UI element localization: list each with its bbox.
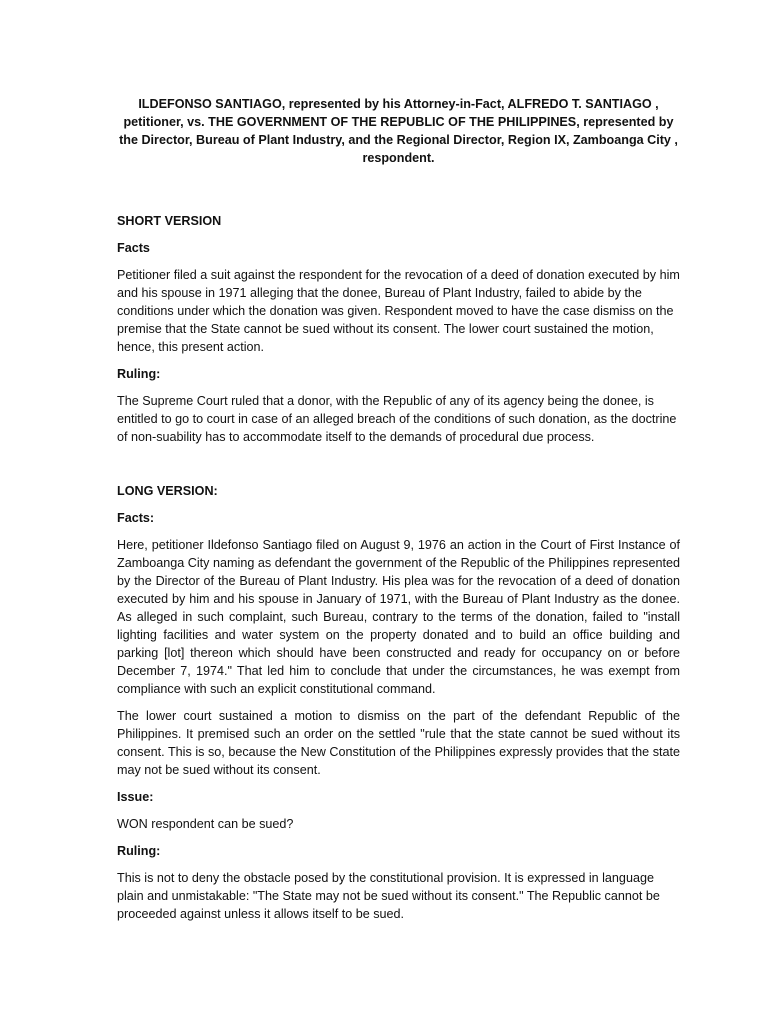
case-title: ILDEFONSO SANTIAGO, represented by his Attorney-in-Fact, ALFREDO T. SANTIAGO , petitioner, vs. THE GOVERNMENT OF THE REPUBLIC OF THE PHILIPPINES, represented by the Director, Bureau of Plant Industry, and the Regional Director, Region IX, Zamboanga City , respondent. [119,97,678,165]
short-version-heading: SHORT VERSION [117,214,222,228]
short-ruling-text: The Supreme Court ruled that a donor, with the Republic of any of its agency being the donee, is entitled to go to court in case of an alleged breach of the conditions of such donation, as the doctrine of non-suability has to accommodate itself to the demands of procedural due process. [117,394,677,444]
short-facts-text: Petitioner filed a suit against the respondent for the revocation of a deed of donation executed by him and his spouse in 1971 alleging that the donee, Bureau of Plant Industry, failed to abide by the conditions under which the donation was given. Respondent moved to have the case dismiss on the premise that the State cannot be sued without its consent. The lower court sustained the motion, hence, this present action. [117,268,680,354]
long-facts-label: Facts: [117,511,155,525]
long-facts-paragraph-2: The lower court sustained a motion to dismiss on the part of the defendant Republic of the Philippines. It premised such an order on the settled "rule that the state cannot be sued without its consent. This is so, because the New Constitution of the Philippines expressly provides that the state may not be sued without its consent. [117,709,680,777]
long-facts-paragraph-1: Here, petitioner Ildefonso Santiago filed on August 9, 1976 an action in the Court of First Instance of Zamboanga City naming as defendant the government of the Republic of the Philippines represented by the Director of the Bureau of Plant Industry. His plea was for the revocation of a deed of donation executed by him and his spouse in January of 1971, with the Bureau of Plant Industry as the donee. As alleged in such complaint, such Bureau, contrary to the terms of the donation, failed to "install lighting facilities and water system on the property donated and to build an office building and parking [lot] thereon which should have been constructed and ready for occupancy on or before December 7, 1974." That led him to conclude that under the circumstances, he was exempt from compliance with such an explicit constitutional command. [117,538,680,696]
short-facts-label: Facts [117,241,150,255]
long-issue-label: Issue: [117,790,154,804]
long-issue-text: WON respondent can be sued? [117,817,294,831]
long-ruling-text: This is not to deny the obstacle posed by the constitutional provision. It is expressed in language plain and unmistakable: "The State may not be sued without its consent." The Republic cannot be proceeded against unless it allows itself to be sued. [117,871,660,921]
short-ruling-label: Ruling: [117,367,161,381]
long-version-heading: LONG VERSION: [117,484,218,498]
long-ruling-label: Ruling: [117,844,161,858]
